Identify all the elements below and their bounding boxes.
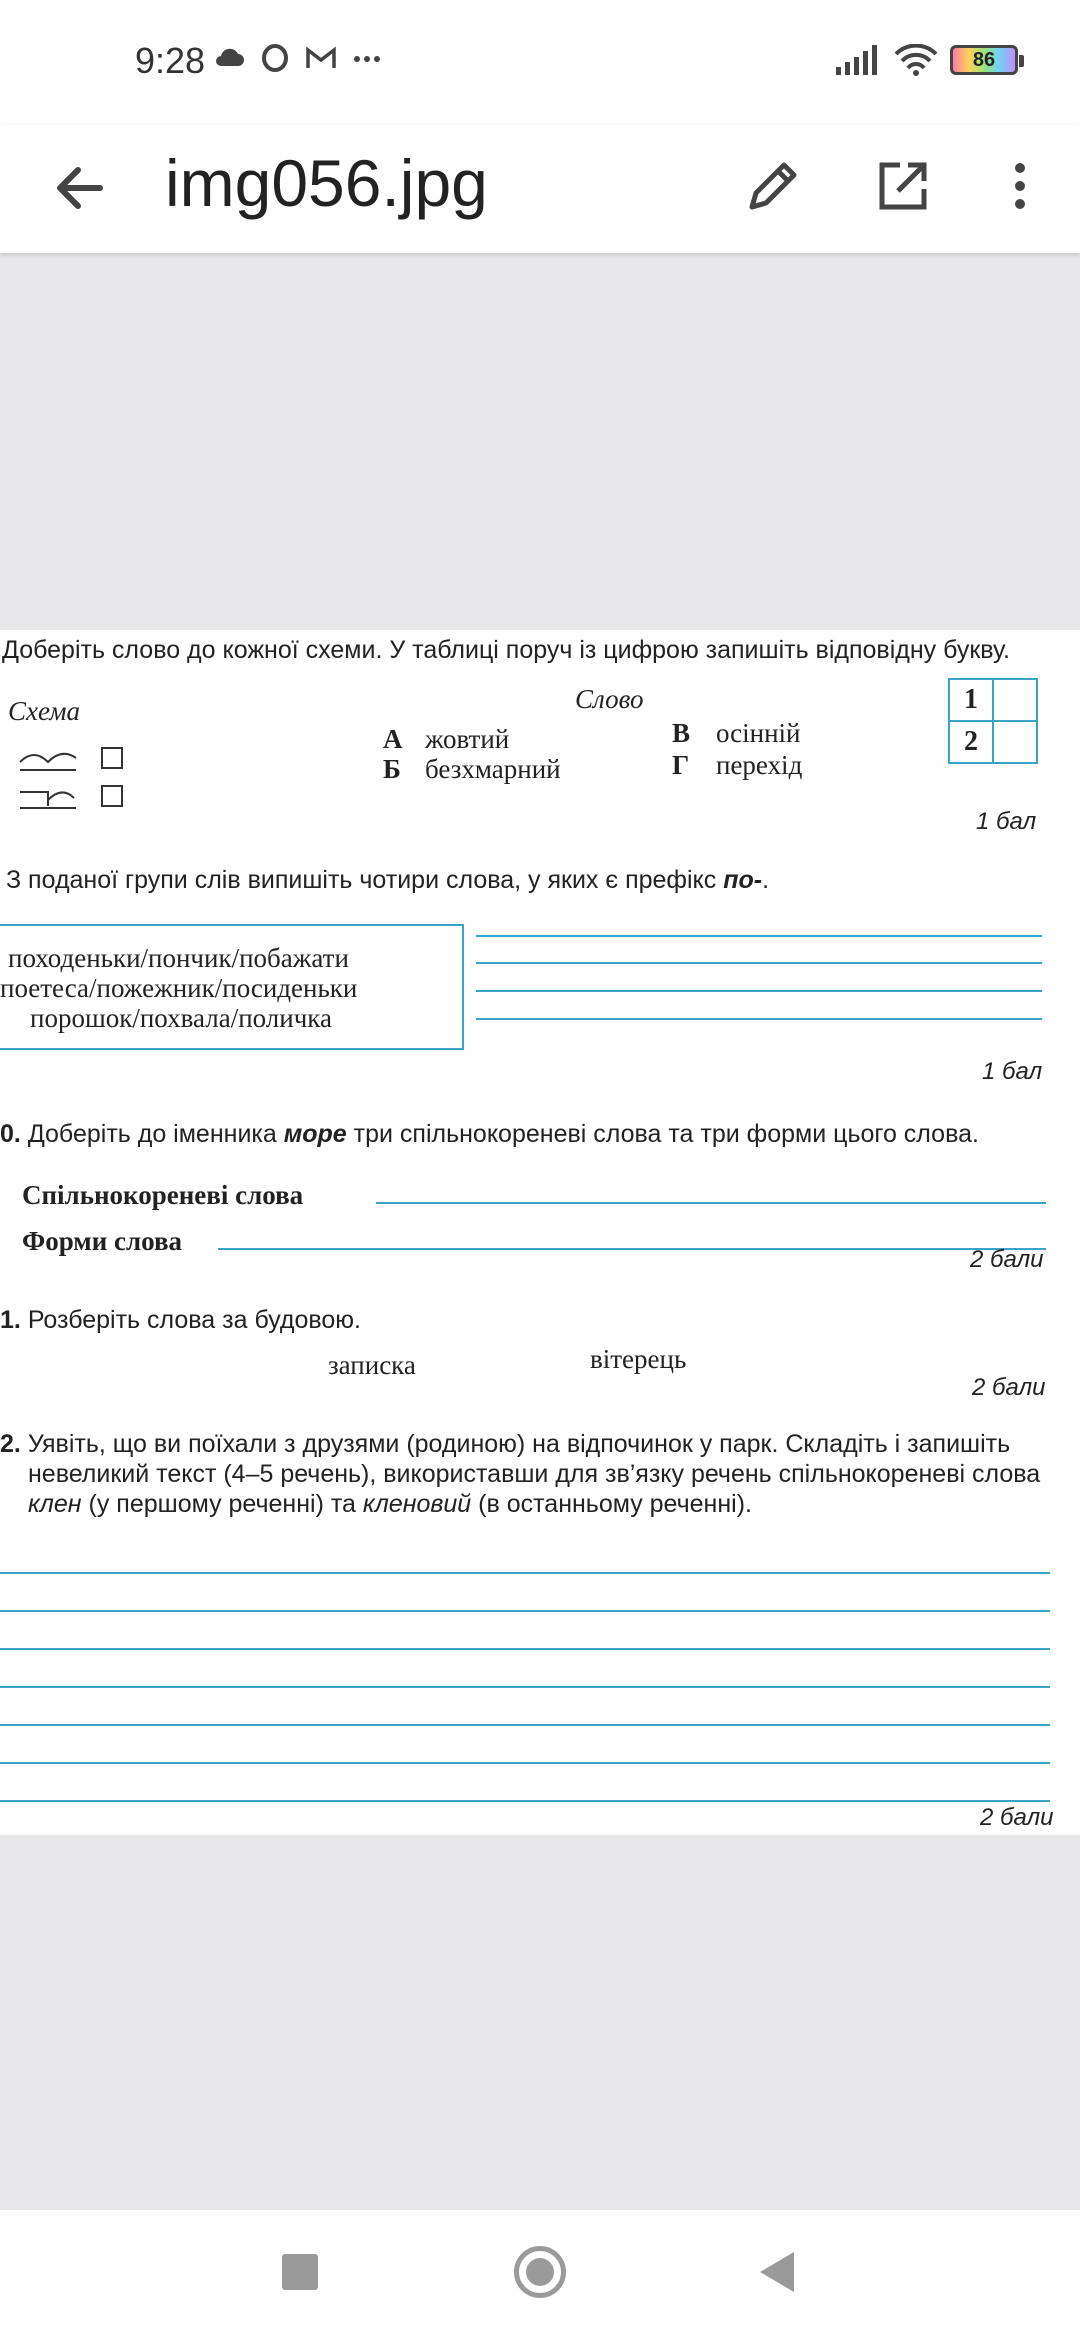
q12-points: 2 бали xyxy=(980,1804,1054,1831)
answer-line xyxy=(476,1018,1042,1020)
file-title: img056.jpg xyxy=(165,146,488,220)
q8-instruction: Доберіть слово до кожної схеми. У таблиці поруч із цифрою запишіть відповідну букву. xyxy=(2,636,1010,664)
back-arrow-icon[interactable] xyxy=(44,153,114,223)
cloud-icon xyxy=(213,44,245,72)
edit-pencil-icon[interactable] xyxy=(738,151,808,221)
q10-points: 2 бали xyxy=(970,1246,1044,1273)
recents-square-icon[interactable] xyxy=(282,2254,318,2290)
wifi-icon xyxy=(894,44,938,76)
table-row-number: 2 xyxy=(949,721,993,763)
answer-line xyxy=(218,1248,1046,1250)
label-forms: Форми слова xyxy=(22,1226,183,1256)
navigation-bar xyxy=(0,2210,1080,2340)
q8-points: 1 бал xyxy=(976,808,1037,835)
word-group-line: походеньки/пончик/побажати xyxy=(8,943,349,973)
open-external-icon[interactable] xyxy=(868,151,938,221)
option-letter-g: Г xyxy=(672,750,690,780)
more-notifications-icon xyxy=(351,44,383,72)
word-to-parse: записка xyxy=(328,1350,416,1380)
q11-instruction: 1. Розберіть слова за будовою. xyxy=(0,1306,361,1334)
option-word-a: жовтий xyxy=(425,724,510,754)
label-cognates: Спільнокореневі слова xyxy=(22,1180,304,1210)
answer-line xyxy=(376,1202,1046,1204)
signal-icon xyxy=(836,45,882,75)
option-word-v: осінній xyxy=(716,718,801,748)
table-row-number: 1 xyxy=(949,679,993,721)
word-group-line: поетеса/пожежник/посиденьки xyxy=(0,973,358,1003)
q12-line3: клен (у першому реченні) та кленовий (в останньому реченні). xyxy=(28,1490,752,1518)
answer-line xyxy=(0,1610,1050,1612)
answer-line xyxy=(0,1800,1050,1802)
option-word-b: безхмарний xyxy=(425,754,561,784)
gmail-icon xyxy=(305,44,337,72)
option-letter-b: Б xyxy=(383,754,401,784)
answer-line xyxy=(0,1686,1050,1688)
answer-cell xyxy=(993,679,1037,721)
status-time: 9:28 xyxy=(135,40,206,81)
q10-instruction: 0. Доберіть до іменника море три спільнокореневі слова та три форми цього слова. xyxy=(0,1120,979,1148)
word-group-line: порошок/похвала/поличка xyxy=(30,1003,332,1033)
more-vert-icon[interactable] xyxy=(1000,151,1040,221)
answer-line xyxy=(476,990,1042,992)
q9-instruction: З поданої групи слів випишіть чотири слова, у яких є префікс по-. xyxy=(6,866,770,894)
answer-table xyxy=(948,678,1038,764)
answer-line xyxy=(0,1762,1050,1764)
answer-line xyxy=(0,1572,1050,1574)
home-circle-icon[interactable] xyxy=(514,2246,566,2298)
word-scheme-diagrams xyxy=(18,744,128,820)
q12-line2: невеликий текст (4–5 речень), використавши для зв’язку речень спільнокореневі слова xyxy=(28,1460,1041,1488)
answer-line xyxy=(0,1724,1050,1726)
word-to-parse: вітерець xyxy=(590,1344,687,1374)
answer-line xyxy=(0,1648,1050,1650)
answer-cell xyxy=(993,721,1037,763)
document-image xyxy=(0,630,1080,1835)
status-bar xyxy=(0,0,1080,125)
scheme-header: Схема xyxy=(8,696,81,726)
word-header: Слово xyxy=(575,684,644,714)
option-letter-v: В xyxy=(672,718,691,748)
q12-line1: 2. Уявіть, що ви поїхали з друзями (родиною) на відпочинок у парк. Складіть і запишіть xyxy=(0,1430,1011,1458)
opera-icon xyxy=(259,44,291,72)
option-letter-a: А xyxy=(383,724,403,754)
answer-line xyxy=(476,935,1042,937)
back-triangle-icon[interactable] xyxy=(760,2252,794,2292)
battery-icon: 86 xyxy=(950,45,1018,75)
option-word-g: перехід xyxy=(716,750,803,780)
app-bar xyxy=(0,125,1080,253)
q9-points: 1 бал xyxy=(982,1058,1043,1085)
answer-line xyxy=(476,962,1042,964)
q11-points: 2 бали xyxy=(972,1374,1046,1401)
